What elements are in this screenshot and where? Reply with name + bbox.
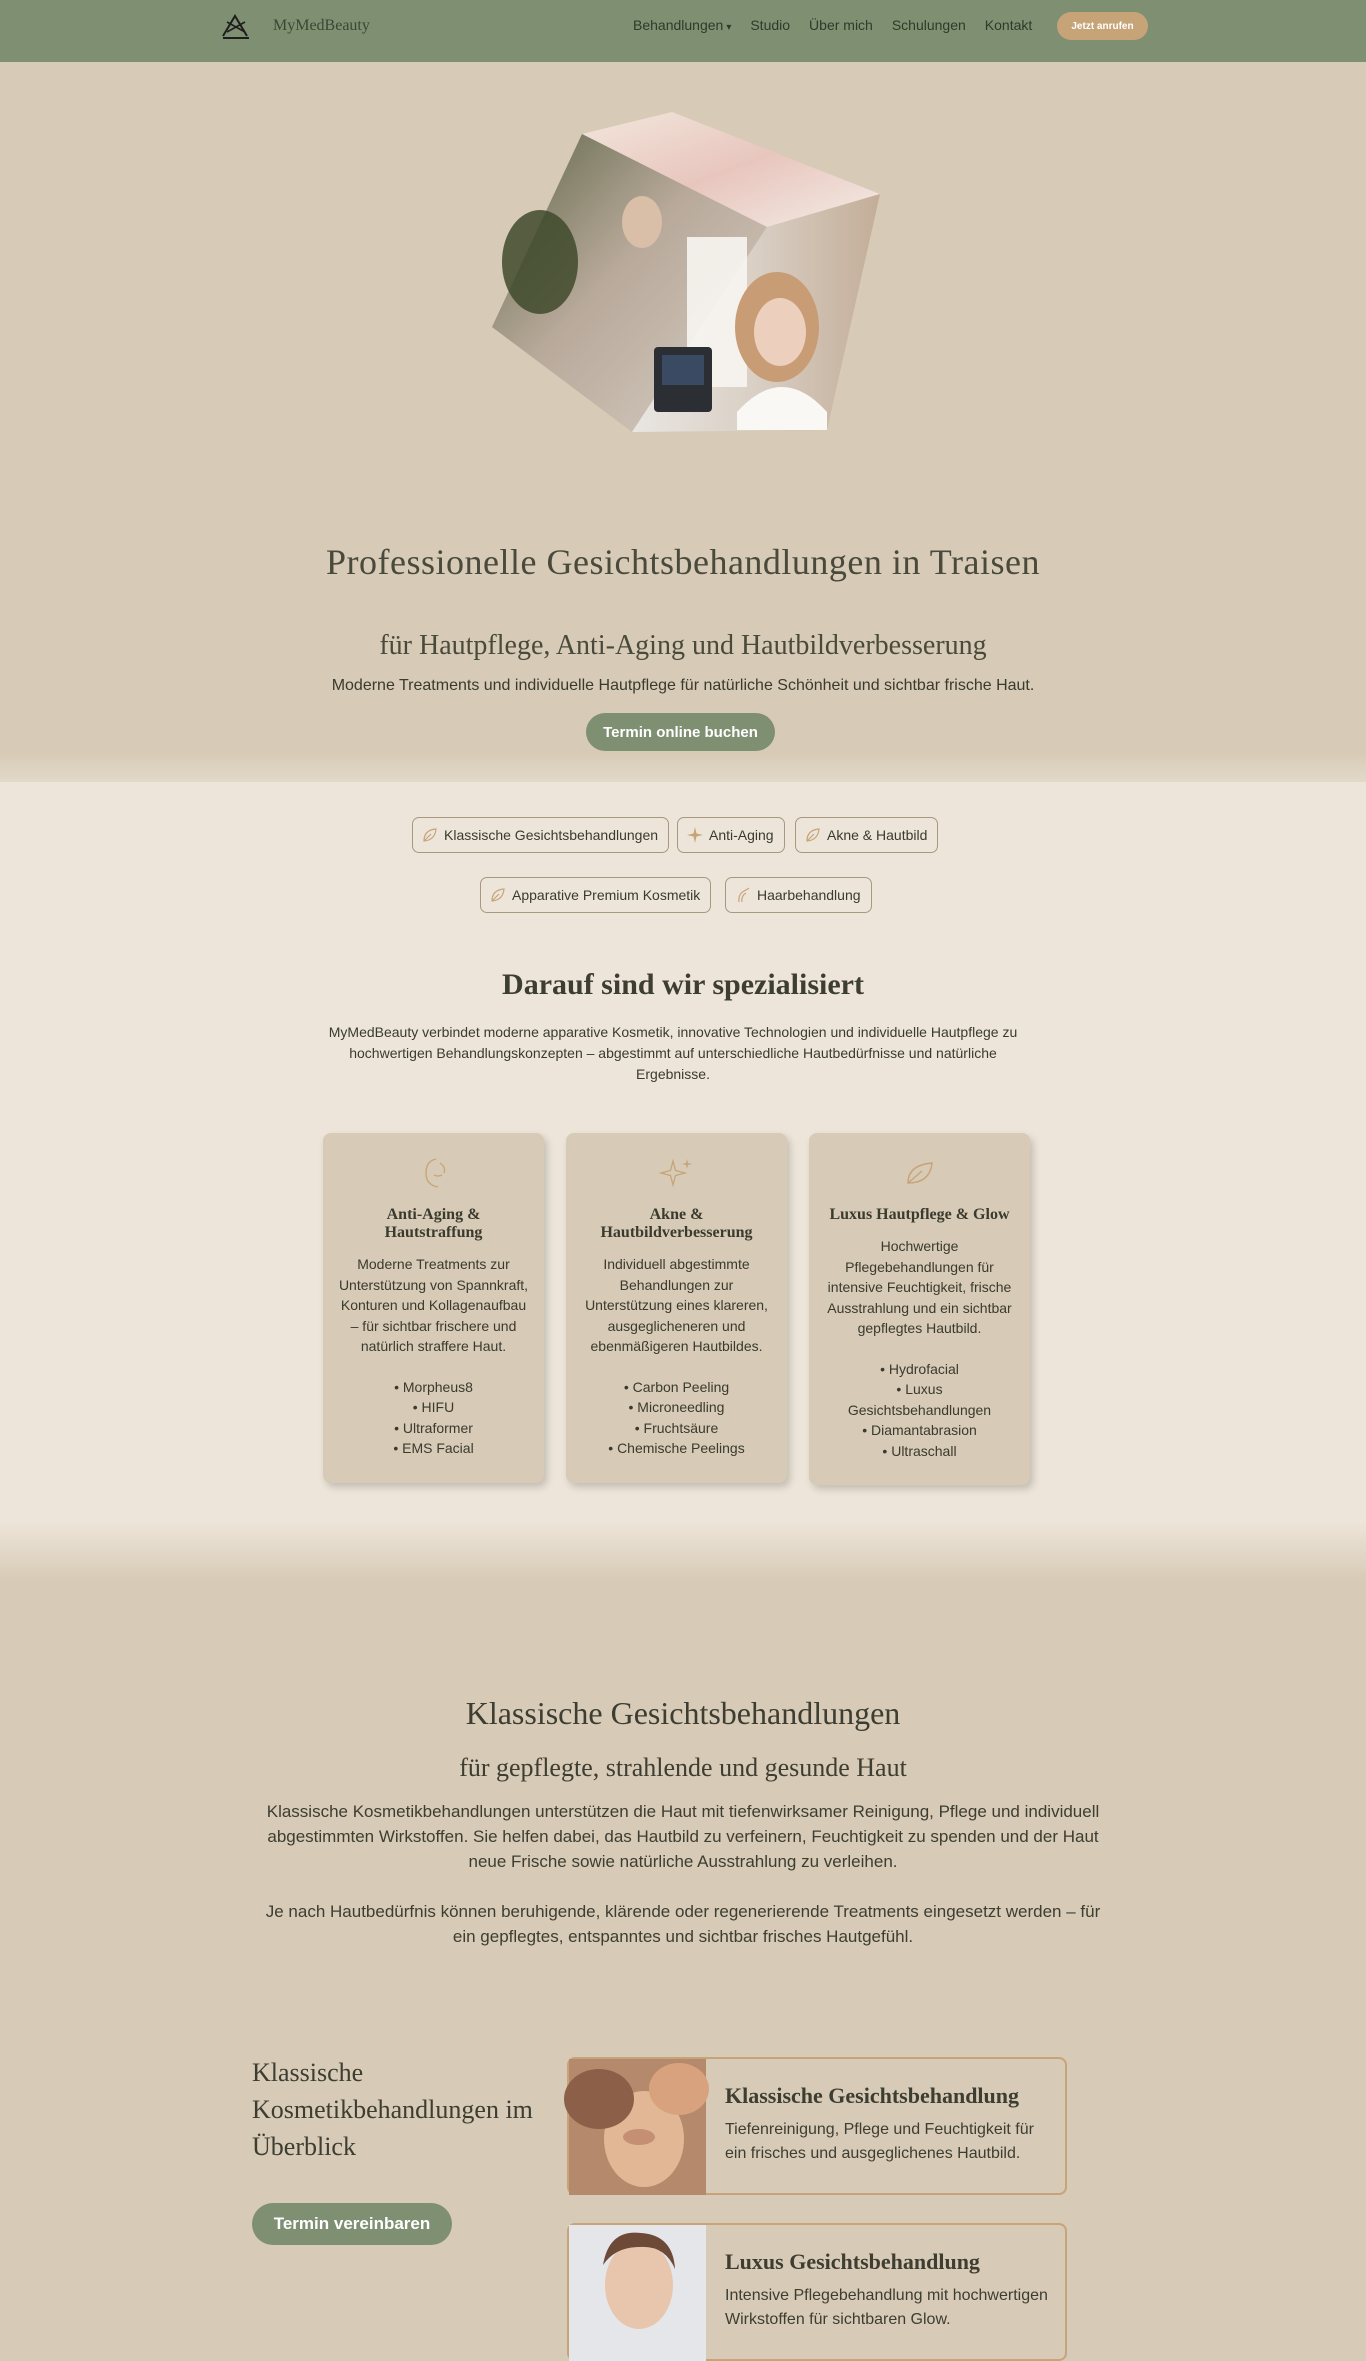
overview-title: Klassische Kosmetikbehandlungen im Überblick [252, 2058, 533, 2161]
tag-klassische-gesichtsbehandlungen[interactable] [412, 817, 669, 853]
chevron-down-icon: ▾ [726, 22, 732, 33]
tag-apparative-premium-kosmetik[interactable] [480, 877, 711, 913]
treatment-text: Intensive Pflegebehandlung mit hochwertigen Wirkstoffen für sichtbaren Glow. [725, 2287, 1048, 2328]
tag-label: Akne & Hautbild [827, 827, 928, 843]
list-item: • Carbon Peeling [623, 1378, 730, 1395]
hero-image-cube [482, 112, 882, 472]
logo-icon[interactable] [215, 10, 257, 42]
card-title: Luxus Hautpflege & Glow [829, 1206, 1010, 1223]
tag-label: Haarbehandlung [757, 887, 861, 903]
brand-name[interactable]: MyMedBeauty [273, 17, 370, 34]
hero-text: Moderne Treatments und individuelle Hautpflege für natürliche Schönheit und sichtbar frische Haut. [331, 677, 1035, 694]
list-item: • HIFU [412, 1399, 455, 1415]
treatment-title: Luxus Gesichtsbehandlung [725, 2249, 980, 2274]
menu-item-behandlungen[interactable] [633, 17, 731, 33]
list-item: • EMS Facial [393, 1440, 474, 1456]
service-card-akne [566, 1133, 787, 1483]
card-list [580, 1377, 773, 1459]
classic-paragraph-2: Je nach Hautbedürfnis können beruhigende, klärende oder regenerierende Treatments eingesetzt werden – für ein gepflegtes, entspanntes und sichtbar frisches Hautgefühl. [265, 1902, 1101, 1946]
menu-item-schulungen[interactable]: Schulungen [891, 17, 966, 33]
list-item: • Ultraschall [882, 1442, 957, 1459]
sparkle-icon [686, 826, 704, 844]
tag-haarbehandlung[interactable] [725, 877, 872, 913]
leaf-icon [489, 886, 507, 904]
card-list [337, 1377, 530, 1459]
menu-item-kontakt[interactable]: Kontakt [984, 17, 1033, 33]
card-text: Moderne Treatments zur Unterstützung von Spannkraft, Konturen und Kollagenaufbau – für sichtbar frischere und natürlich straffere Haut. [338, 1256, 529, 1354]
main-menu [633, 17, 1032, 33]
classic-subtitle: für gepflegte, strahlende und gesunde Haut [459, 1753, 907, 1782]
hero-subtitle: für Hautpflege, Anti-Aging und Hautbildverbesserung [379, 630, 987, 661]
card-text: Individuell abgestimmte Behandlungen zur Unterstützung eines klareren, ausgeglicheneren und ebenmäßigeren Hautbildes. [585, 1256, 768, 1354]
treatment-card-luxus[interactable] [567, 2223, 1067, 2361]
leaf-icon [421, 826, 439, 844]
list-item: • Luxus Gesichtsbehandlungen [847, 1381, 992, 1418]
menu-item-ueber-mich[interactable]: Über mich [809, 17, 873, 33]
menu-item-studio[interactable]: Studio [750, 17, 791, 33]
classic-title: Klassische Gesichtsbehandlungen [465, 1695, 901, 1731]
classic-paragraph-1: Klassische Kosmetikbehandlungen unterstützen die Haut mit tiefenwirksamer Reinigung, Pflege und individuell abgestimmten Wirkstoffen. Sie helfen dabei, das Hautbild zu verfeinern, Feuchtigkeit zu spenden und der Haut neue Frische sowie natürliche Ausstrahlung zu verleihen. [266, 1802, 1100, 1871]
list-item: • Ultraformer [394, 1419, 473, 1436]
card-title: Akne & Hautbildverbesserung [600, 1206, 753, 1241]
sparkle-icon [659, 1155, 695, 1191]
tag-anti-aging[interactable] [677, 817, 785, 853]
leaf-icon [902, 1155, 938, 1191]
treatment-image [569, 2059, 706, 2195]
tag-label: Apparative Premium Kosmetik [512, 887, 701, 903]
card-text: Hochwertige Pflegebehandlungen für intensive Feuchtigkeit, frische Ausstrahlung und ein sichtbar gepflegtes Hautbild. [827, 1238, 1012, 1336]
list-item: • Microneedling [628, 1399, 725, 1415]
book-online-button[interactable]: Termin online buchen [586, 713, 775, 751]
list-item: • Morpheus8 [394, 1378, 473, 1395]
list-item: • Fruchtsäure [634, 1419, 719, 1436]
specialization-title: Darauf sind wir spezialisiert [502, 968, 864, 1001]
book-appointment-button[interactable]: Termin vereinbaren [252, 2203, 452, 2245]
face-icon [416, 1155, 452, 1191]
card-title: Anti-Aging & Hautstraffung [384, 1206, 483, 1241]
leaf-icon [804, 826, 822, 844]
hair-icon [734, 886, 752, 904]
top-navigation [0, 0, 1366, 62]
hero-title: Professionelle Gesichtsbehandlungen in Traisen [326, 542, 1040, 582]
tag-akne-hautbild[interactable] [795, 817, 938, 853]
treatment-image [569, 2225, 706, 2361]
specialization-text: MyMedBeauty verbindet moderne apparative Kosmetik, innovative Technologien und individuelle Hautpflege zu hochwertigen Behandlungskonzepten – abgestimmt auf unterschiedliche Hautbedürfnisse und natürliche Ergebnisse. [328, 1024, 1018, 1082]
tag-label: Klassische Gesichtsbehandlungen [444, 827, 659, 843]
call-now-button[interactable]: Jetzt anrufen [1057, 12, 1148, 40]
menu-item-behandlungen-label: Behandlungen [633, 17, 724, 33]
service-card-anti-aging [323, 1133, 544, 1483]
treatment-title: Klassische Gesichtsbehandlung [725, 2083, 1020, 2108]
list-item: • Chemische Peelings [608, 1440, 745, 1456]
tag-label: Anti-Aging [709, 827, 774, 843]
list-item: • Hydrofacial [880, 1360, 959, 1377]
service-card-luxus [809, 1133, 1030, 1485]
treatment-text: Tiefenreinigung, Pflege und Feuchtigkeit für ein frisches und ausgeglichenes Hautbild. [725, 2121, 1034, 2162]
list-item: • Diamantabrasion [862, 1422, 977, 1438]
card-list [823, 1359, 1016, 1462]
treatment-card-klassisch[interactable] [567, 2057, 1067, 2195]
